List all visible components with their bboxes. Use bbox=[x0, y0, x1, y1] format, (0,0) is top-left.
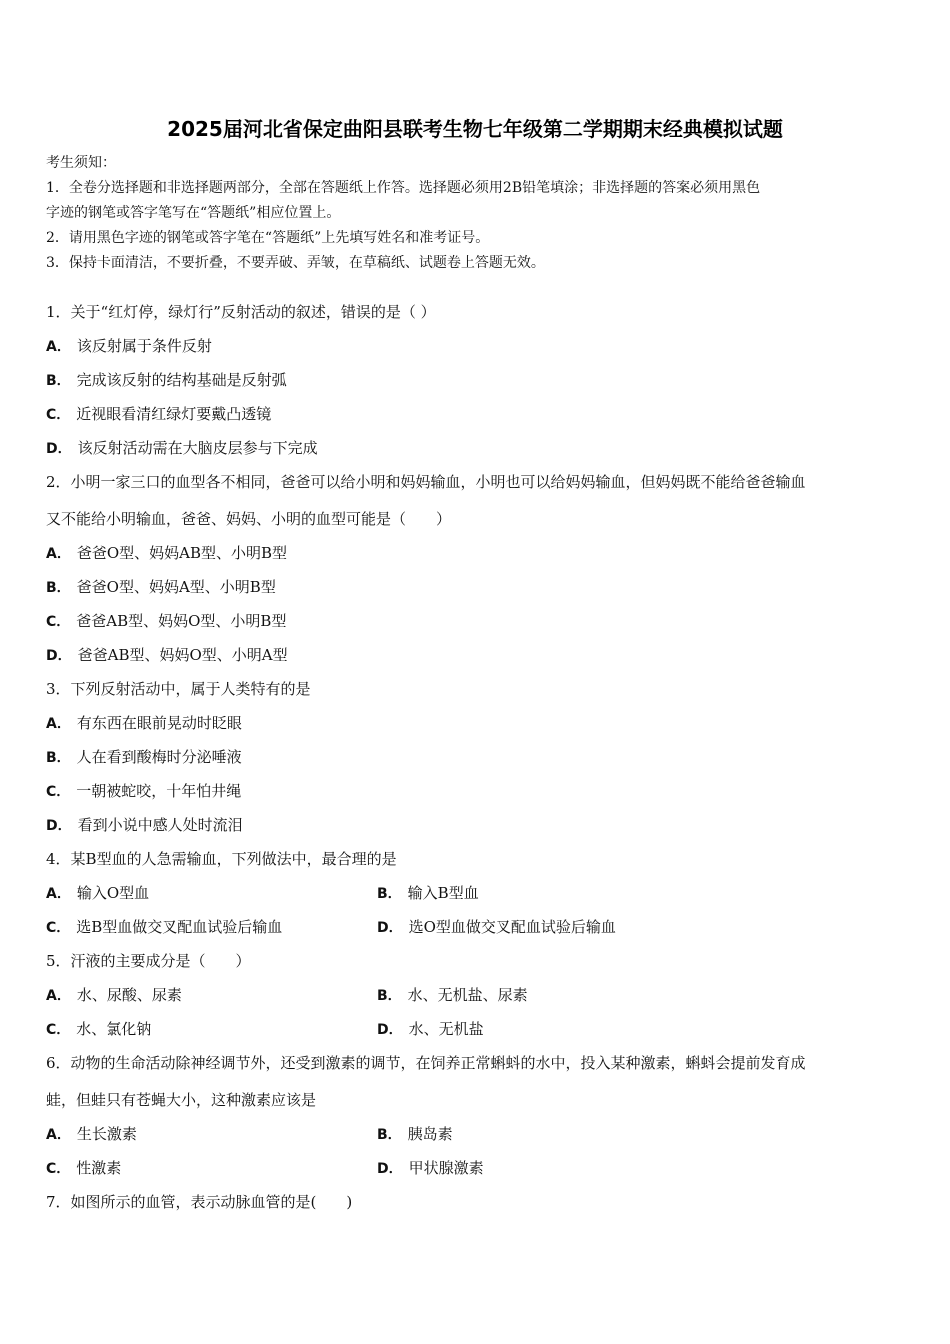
option-b[interactable] bbox=[46, 746, 242, 767]
option-text: 该反射属于条件反射 bbox=[76, 337, 212, 355]
option-text: 爸爸O型、妈妈AB型、小明B型 bbox=[76, 544, 288, 562]
option-label: D． bbox=[377, 920, 403, 936]
option-text: 水、无机盐、尿素 bbox=[407, 986, 528, 1004]
option-text: 输入B型血 bbox=[407, 884, 479, 902]
notice-item: 1．全卷分选择题和非选择题两部分，全部在答题纸上作答。选择题必须用2B铅笔填涂；非选择题的答案必须用黑色 bbox=[46, 180, 761, 196]
question-stem-continued: 又不能给小明输血，爸爸、妈妈、小明的血型可能是（ ） bbox=[46, 510, 452, 528]
option-text: 人在看到酸梅时分泌唾液 bbox=[76, 748, 242, 766]
option-d[interactable] bbox=[377, 1018, 484, 1039]
option-label: D． bbox=[46, 648, 72, 664]
option-a[interactable] bbox=[46, 882, 149, 903]
question-stem: 6．动物的生命活动除神经调节外，还受到激素的调节，在饲养正常蝌蚪的水中，投入某种激素，蝌蚪会提前发育成 bbox=[46, 1054, 806, 1072]
notice-item: 2．请用黑色字迹的钢笔或答字笔在“答题纸”上先填写姓名和准考证号。 bbox=[46, 230, 490, 246]
option-c[interactable] bbox=[46, 1157, 121, 1178]
option-text: 看到小说中感人处时流泪 bbox=[77, 816, 243, 834]
option-label: C． bbox=[46, 614, 71, 630]
option-text: 爸爸AB型、妈妈O型、小明A型 bbox=[77, 646, 288, 664]
option-text: 输入O型血 bbox=[76, 884, 150, 902]
option-d[interactable] bbox=[46, 644, 288, 665]
option-c[interactable] bbox=[46, 1018, 151, 1039]
option-label: C． bbox=[46, 1161, 71, 1177]
option-label: A． bbox=[46, 1127, 71, 1143]
option-label: A． bbox=[46, 716, 71, 732]
option-label: C． bbox=[46, 407, 71, 423]
option-text: 有东西在眼前晃动时眨眼 bbox=[76, 714, 242, 732]
option-c[interactable] bbox=[46, 780, 241, 801]
option-label: A． bbox=[46, 546, 71, 562]
option-label: D． bbox=[46, 441, 72, 457]
page-title: 2025届河北省保定曲阳县联考生物七年级第二学期期末经典模拟试题 bbox=[167, 117, 783, 141]
notice-item: 字迹的钢笔或答字笔写在“答题纸”相应位置上。 bbox=[46, 205, 341, 221]
option-b[interactable] bbox=[46, 369, 287, 390]
option-a[interactable] bbox=[46, 712, 242, 733]
option-text: 水、尿酸、尿素 bbox=[76, 986, 182, 1004]
option-text: 完成该反射的结构基础是反射弧 bbox=[76, 371, 287, 389]
option-label: D． bbox=[377, 1161, 403, 1177]
question-stem: 5．汗液的主要成分是（ ） bbox=[46, 952, 251, 970]
option-d[interactable] bbox=[46, 814, 243, 835]
option-a[interactable] bbox=[46, 335, 212, 356]
option-c[interactable] bbox=[46, 403, 271, 424]
option-label: D． bbox=[46, 818, 72, 834]
option-label: C． bbox=[46, 1022, 71, 1038]
option-a[interactable] bbox=[46, 542, 287, 563]
option-label: B． bbox=[377, 886, 402, 902]
question-stem: 1．关于“红灯停，绿灯行”反射活动的叙述，错误的是（ ） bbox=[46, 303, 436, 321]
question-stem: 4．某B型血的人急需输血，下列做法中，最合理的是 bbox=[46, 850, 397, 868]
option-label: A． bbox=[46, 339, 71, 355]
question-stem: 3．下列反射活动中，属于人类特有的是 bbox=[46, 680, 311, 698]
option-a[interactable] bbox=[46, 1123, 137, 1144]
option-text: 爸爸AB型、妈妈O型、小明B型 bbox=[76, 612, 287, 630]
option-label: A． bbox=[46, 988, 71, 1004]
option-label: B． bbox=[46, 373, 71, 389]
option-label: B． bbox=[46, 580, 71, 596]
option-d[interactable] bbox=[377, 1157, 484, 1178]
option-text: 选B型血做交叉配血试验后输血 bbox=[76, 918, 283, 936]
option-label: B． bbox=[377, 1127, 402, 1143]
notice-heading: 考生须知： bbox=[46, 155, 116, 171]
option-text: 选O型血做交叉配血试验后输血 bbox=[408, 918, 616, 936]
option-text: 性激素 bbox=[76, 1159, 122, 1177]
option-text: 近视眼看清红绿灯要戴凸透镜 bbox=[76, 405, 272, 423]
option-b[interactable] bbox=[377, 1123, 453, 1144]
option-text: 生长激素 bbox=[76, 1125, 137, 1143]
option-label: C． bbox=[46, 784, 71, 800]
option-text: 水、无机盐 bbox=[408, 1020, 484, 1038]
option-text: 甲状腺激素 bbox=[408, 1159, 484, 1177]
question-stem-continued: 蛙，但蛙只有苍蝇大小，这种激素应该是 bbox=[46, 1091, 317, 1109]
notice-item: 3．保持卡面清洁，不要折叠，不要弄破、弄皱，在草稿纸、试题卷上答题无效。 bbox=[46, 255, 545, 271]
option-b[interactable] bbox=[377, 882, 479, 903]
question-stem: 2．小明一家三口的血型各不相同，爸爸可以给小明和妈妈输血，小明也可以给妈妈输血，但妈妈既不能给爸爸输血 bbox=[46, 473, 806, 491]
option-d[interactable] bbox=[377, 916, 616, 937]
option-a[interactable] bbox=[46, 984, 182, 1005]
option-label: D． bbox=[377, 1022, 403, 1038]
option-label: A． bbox=[46, 886, 71, 902]
option-text: 胰岛素 bbox=[407, 1125, 453, 1143]
option-c[interactable] bbox=[46, 610, 286, 631]
option-d[interactable] bbox=[46, 437, 318, 458]
option-b[interactable] bbox=[377, 984, 528, 1005]
option-text: 该反射活动需在大脑皮层参与下完成 bbox=[77, 439, 318, 457]
option-c[interactable] bbox=[46, 916, 282, 937]
option-text: 水、氯化钠 bbox=[76, 1020, 152, 1038]
option-label: C． bbox=[46, 920, 71, 936]
option-label: B． bbox=[46, 750, 71, 766]
option-b[interactable] bbox=[46, 576, 276, 597]
question-stem: 7．如图所示的血管，表示动脉血管的是( ) bbox=[46, 1193, 353, 1211]
option-text: 爸爸O型、妈妈A型、小明B型 bbox=[76, 578, 276, 596]
option-label: B． bbox=[377, 988, 402, 1004]
option-text: 一朝被蛇咬，十年怕井绳 bbox=[76, 782, 242, 800]
